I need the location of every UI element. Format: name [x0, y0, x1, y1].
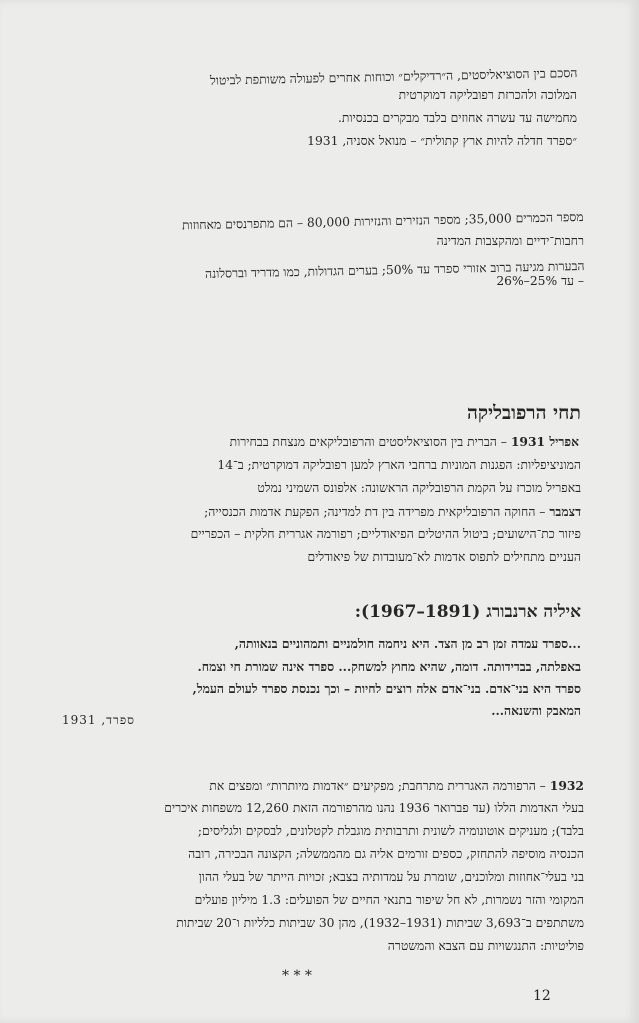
timeline-line: הכנסיה מוסיפה להתחזק, כספים זורמים אליה גם מהממשלה; הקצונה הבכירה, רובה	[188, 847, 584, 861]
timeline-lead: אפריל 1931	[510, 434, 579, 449]
quote-source: ספרד, 1931	[62, 713, 135, 727]
timeline-line	[204, 504, 581, 520]
stats-line: הבערות מגיעה ברוב אזורי ספרד עד 50%; בערים הגדולות, כמו מדריד וברסלונה	[204, 259, 585, 281]
timeline-text: – הברית בין הסוציאליסטים והרפובליקאים מנצחת בבחירות	[229, 435, 507, 449]
timeline-line: בעלי האדמות הללו (עד פברואר 1936 נהנו מהרפורמה הזאת 12,260 משפחות איכרים	[164, 801, 584, 815]
stats-line: מספר הכמרים 35,000; מספר הנזירים והנזירות 80,000 – הם מתפרנסים מאחוזות	[182, 210, 585, 233]
quote-line: המאבק והשנאה...	[491, 703, 581, 718]
quote-author: איליה ארנבורג (1891–1967):	[354, 602, 581, 622]
quote-line: ...ספרד עמדה זמן רב מן הצד. היא ניחמה חולמניים ותמהוניים בנאוותה,	[234, 636, 581, 651]
quote-line: ספרד היא בני־אדם. בני־אדם אלה רוצים לחיות – וכך נכנסת ספרד לעולם העמל,	[192, 681, 581, 696]
timeline-line	[209, 778, 584, 794]
stats-line: רחבות־ידיים ומהקצבות המדינה	[436, 234, 584, 248]
epigraph-line: מחמישה עד עשרה אחוזים בלבד מבקרים בכנסיות.	[337, 111, 577, 125]
timeline-line: פוליטיות: התנגשויות עם הצבא והמשטרה	[387, 939, 584, 953]
section-title: תחי הרפובליקה	[466, 402, 581, 424]
quote-line: באפלתה, בבדידותה. דומה, שהיא מחוץ למשחק... ספרד אינה שמורת חי וצמח.	[197, 659, 581, 674]
timeline-lead: 1932	[549, 778, 584, 793]
stats-line: – עד 25%–26%	[496, 274, 584, 288]
timeline-text: – החוקה הרפובליקאית מפרידה בין דת למדינה; הפקעת אדמות הכנסייה;	[204, 505, 546, 519]
epigraph-line: ״ספרד חדלה להיות ארץ קתולית״ – מנואל אסניה, 1931	[307, 134, 577, 148]
timeline-line: בני בעלי־אחוזות ומלוכנים, שומרת על עמדותיה בצבא; זכויות הייתר של בעלי ההון	[198, 870, 584, 884]
timeline-line: העניים מתחילים לתפוס אדמות לא־מעובדות של פיאודלים	[307, 550, 581, 564]
timeline-line: המוניציפליות: הפגנות המוניות ברחבי הארץ למען רפובליקה דמוקרטית; ב־14	[217, 458, 581, 472]
timeline-text: – הרפורמה האגררית מתרחבת; מפקיעים ״אדמות מיותרות״ ומפצים את	[209, 779, 546, 793]
epigraph-line: הסכם בין הסוציאליסטים, ה״רדיקלים״ וכוחות אחרים לפעולה משותפת לביטול	[209, 66, 578, 88]
timeline-line: בלבד); מעניקים אוטונומיה לשונית ותרבותית מוגבלת לקטלונים, לבסקים ולגליסים;	[197, 824, 584, 838]
timeline-lead: דצמבר	[549, 504, 581, 519]
timeline-line: משתתפים ב־3,693 שביתות (1931–1932), מהן 30 שביתות כלליות ו־20 שביתות	[176, 916, 584, 930]
page-number: 12	[533, 988, 551, 1004]
timeline-line: פיזור כת־הישועים; ביטול ההיטלים הפיאודליים; רפורמה אגררית חלקית – הכפריים	[190, 527, 581, 541]
timeline-line: באפריל מוכרז על הקמת הרפובליקה הראשונה: אלפונס השמיני נמלט	[257, 481, 581, 495]
timeline-line	[230, 434, 579, 450]
section-separator: * * *	[282, 968, 312, 984]
epigraph-line: המלוכה ולהכרזת רפובליקה דמוקרטית	[398, 88, 577, 102]
timeline-line: המקומי והזר נשמרות, לא חל שיפור בתנאי החיים של הפועלים: 1.3 מיליון פועלים	[194, 893, 584, 907]
